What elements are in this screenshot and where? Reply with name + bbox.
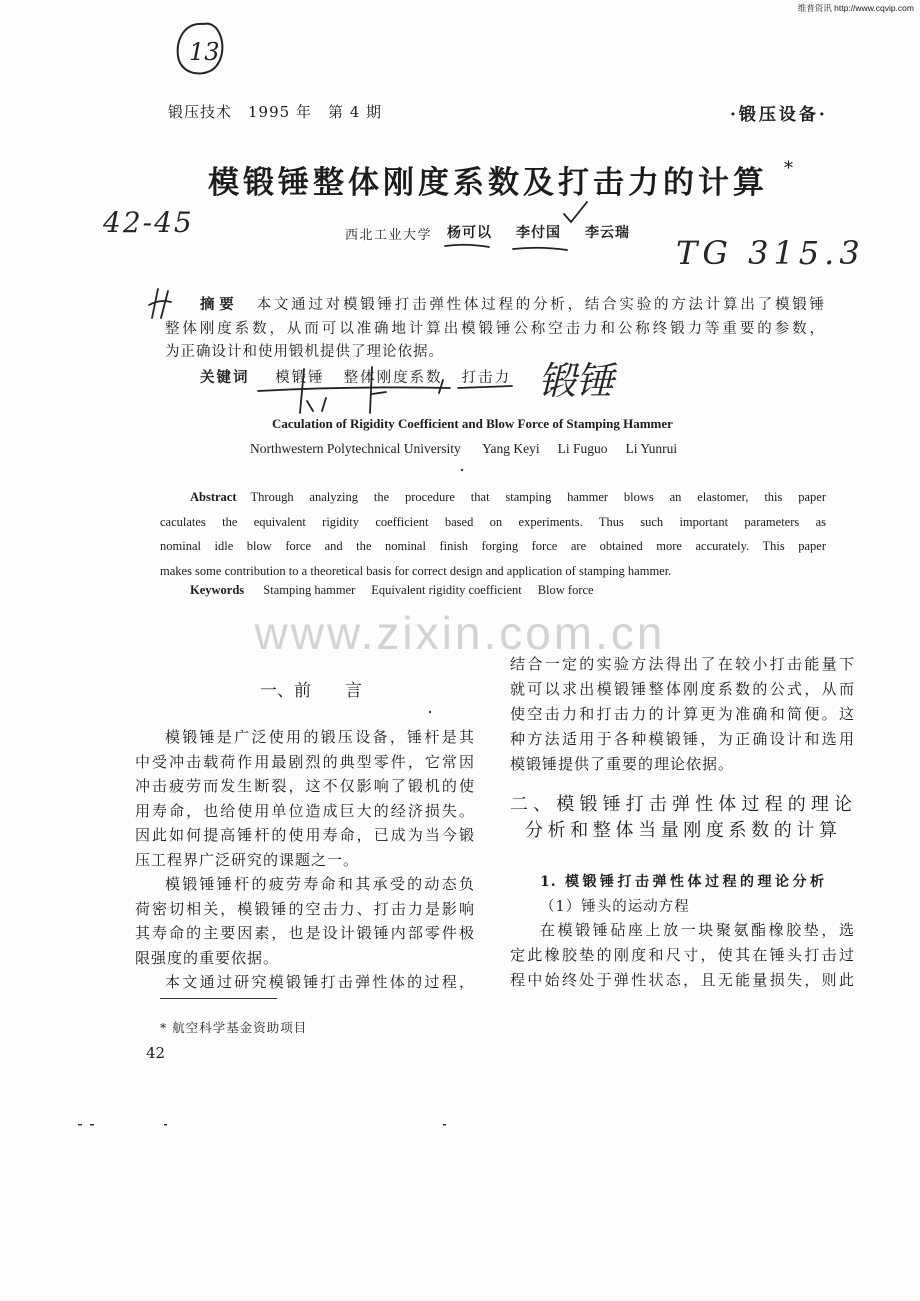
author-name-cn: 杨可以 bbox=[447, 225, 492, 241]
text-line: 其寿命的主要因素，也是设计锻锤内部零件极 bbox=[135, 924, 475, 942]
text-line: 用寿命，也给使用单位造成巨大的经济损失。 bbox=[135, 801, 475, 820]
text-line: 限强度的重要依据。 bbox=[135, 948, 280, 967]
paragraph bbox=[135, 872, 475, 970]
author-name-en: Li Yunrui bbox=[625, 441, 678, 456]
section-label: ·锻压设备· bbox=[730, 105, 828, 125]
handwritten-circled-number bbox=[170, 18, 230, 80]
text-line: 就可以求出模锻锤整体刚度系数的公式，从而 bbox=[510, 680, 855, 698]
authors-en bbox=[250, 441, 677, 457]
scan-dot bbox=[461, 469, 463, 471]
scan-dot bbox=[90, 1124, 94, 1126]
author-name-en: Yang Keyi bbox=[482, 441, 540, 456]
left-column bbox=[135, 725, 475, 995]
keywords-cn bbox=[200, 366, 511, 387]
abstract-cn bbox=[165, 293, 825, 365]
abstract-en-line bbox=[160, 485, 826, 510]
abstract-cn-line: 为正确设计和使用锻机提供了理论依据。 bbox=[165, 344, 444, 360]
subsubsection-heading: （1）锤头的运动方程 bbox=[540, 899, 690, 915]
handwritten-underline bbox=[513, 248, 567, 250]
handwritten-stroke bbox=[307, 398, 326, 411]
paragraph bbox=[135, 725, 475, 872]
text-line: 在模锻锤砧座上放一块聚氨酯橡胶垫，选 bbox=[540, 921, 855, 939]
text-line: 冲击疲劳而发生断裂，这不仅影响了锻机的使 bbox=[135, 777, 475, 795]
text-line: 压工程界广泛研究的课题之一。 bbox=[135, 850, 360, 869]
paper-title: 模锻锤整体刚度系数及打击力的计算 bbox=[208, 165, 768, 201]
footnote: * 航空科学基金资助项目 bbox=[160, 1020, 308, 1035]
handwritten-stroke bbox=[258, 387, 450, 391]
keywords-en-label: Keywords bbox=[190, 583, 245, 597]
title-footnote-mark: * bbox=[784, 158, 793, 179]
affiliation-cn: 西北工业大学 bbox=[345, 228, 433, 243]
text-line: 模锻锤锤杆的疲劳寿命和其承受的动态负 bbox=[165, 875, 475, 893]
watermark: www.zixin.com.cn bbox=[254, 607, 666, 659]
text-line: 种方法适用于各种模锻锤，为正确设计和选用 bbox=[510, 730, 855, 748]
handwritten-page-range: 42-45 bbox=[103, 206, 194, 239]
affiliation-en: Northwestern Polytechnical University bbox=[250, 441, 461, 456]
text-line: 模锻锤提供了重要的理论依据。 bbox=[510, 755, 735, 773]
abstract-en-line: caculates the equivalent rigidity coefficient based on experiments. Thus such important parameters as bbox=[160, 514, 826, 529]
right-column-top bbox=[510, 652, 855, 777]
handwritten-keyword-note: 锻锤 bbox=[538, 359, 615, 403]
scan-dot bbox=[164, 1124, 167, 1126]
source-banner: 维普资讯 http://www.cqvip.com bbox=[797, 3, 914, 13]
abstract-cn-line: 整体刚度系数，从而可以准确地计算出模锻锤公称空击力和公称终锻力等重要的参数， bbox=[165, 320, 825, 337]
text-line: 程中始终处于弹性状态，且无能量损失，则此 bbox=[510, 971, 855, 989]
abstract-cn-label: 摘要 bbox=[200, 296, 239, 313]
abstract-en-line: nominal idle blow force and the nominal finish forging force are obtained more accurately. This paper bbox=[160, 539, 826, 554]
keyword-cn: 模锻锤 bbox=[275, 370, 325, 386]
text-line: 定此橡胶垫的刚度和尺寸，使其在锤头打击过 bbox=[510, 946, 855, 964]
text-line: 使空击力和打击力的计算更为准确和简便。这 bbox=[510, 705, 855, 723]
keyword-en: Equivalent rigidity coefficient bbox=[371, 583, 522, 597]
handwritten-underline bbox=[445, 245, 489, 247]
text-line: 中受冲击载荷作用最剧烈的典型零件，它常因 bbox=[135, 752, 475, 771]
author-name-cn: 李付国 bbox=[516, 225, 561, 241]
keywords-en bbox=[190, 583, 594, 598]
text-line: 结合一定的实验方法得出了在较小打击能量下 bbox=[510, 655, 855, 673]
paragraph bbox=[135, 970, 475, 995]
section-heading-line: 二、模锻锤打击弹性体过程的理论 bbox=[510, 794, 855, 815]
abstract-en-line: makes some contribution to a theoretical basis for correct design and application of stamping hammer. bbox=[160, 563, 672, 578]
abstract-en-text: Through analyzing the procedure that stamping hammer blows an elastomer, this paper bbox=[250, 490, 826, 504]
handwritten-number: 13 bbox=[189, 38, 220, 66]
abstract-en bbox=[160, 485, 826, 583]
scan-dot bbox=[78, 1124, 82, 1126]
keywords-cn-label: 关键词 bbox=[200, 369, 250, 386]
keyword-en: Blow force bbox=[537, 583, 594, 597]
section-heading-2 bbox=[510, 792, 855, 844]
keyword-en: Stamping hammer bbox=[263, 583, 356, 597]
section-heading-line: 分析和整体当量刚度系数的计算 bbox=[525, 820, 840, 841]
paragraph bbox=[510, 918, 855, 993]
right-column-bottom bbox=[510, 918, 855, 993]
section-heading-intro: 一、前 言 bbox=[260, 681, 362, 701]
handwritten-checkmark bbox=[564, 202, 587, 222]
text-line: 模锻锤是广泛使用的锻压设备，锤杆是其 bbox=[165, 728, 475, 746]
keyword-cn: 整体刚度系数 bbox=[343, 370, 443, 386]
abstract-cn-text: 本文通过对模锻锤打击弹性体过程的分析，结合实验的方法计算出了模锻锤 bbox=[256, 297, 826, 313]
handwritten-class-number: TG 315.3 bbox=[676, 234, 865, 272]
abstract-en-label: Abstract bbox=[190, 490, 237, 504]
abstract-cn-line bbox=[165, 293, 825, 318]
page-number: 42 bbox=[146, 1044, 166, 1062]
author-name-en: Li Fuguo bbox=[557, 441, 608, 456]
keyword-cn: 打击力 bbox=[461, 370, 512, 386]
scan-dot bbox=[429, 711, 431, 713]
text-line: 荷密切相关，模锻锤的空击力、打击力是影响 bbox=[135, 899, 475, 918]
text-line: 本文通过研究模锻锤打击弹性体的过程， bbox=[165, 973, 475, 991]
author-name-cn: 李云瑞 bbox=[585, 225, 630, 241]
text-line: 因此如何提高锤杆的使用寿命，已成为当今锻 bbox=[135, 826, 475, 844]
paper-title-en: Caculation of Rigidity Coefficient and Blow Force of Stamping Hammer bbox=[272, 416, 673, 431]
journal-issue: 锻压技术 1995 年 第 4 期 bbox=[168, 103, 383, 121]
paragraph bbox=[510, 652, 855, 777]
scan-dot bbox=[443, 1124, 446, 1126]
subsection-heading: 1. 模锻锤打击弹性体过程的理论分析 bbox=[540, 874, 825, 890]
footnote-separator bbox=[160, 998, 277, 999]
